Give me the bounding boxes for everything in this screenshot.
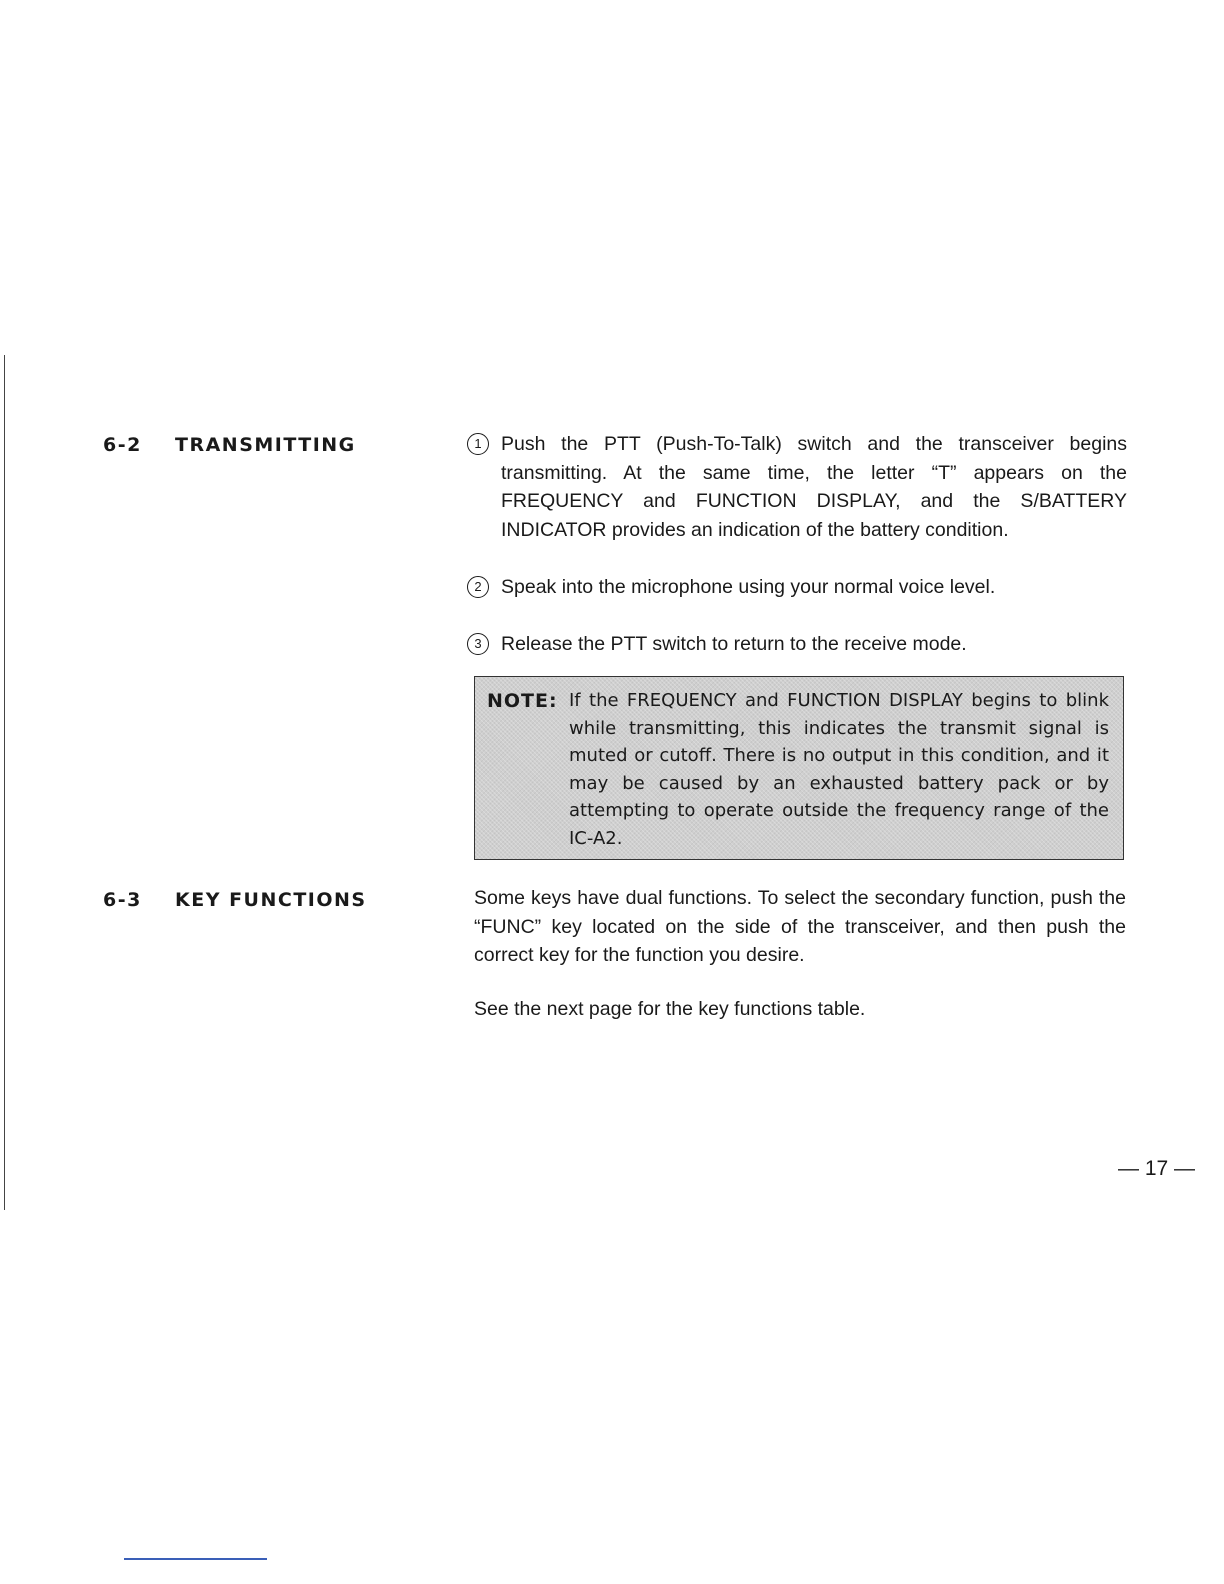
section-number: 6-3 xyxy=(103,889,142,911)
next-page-reference: See the next page for the key functions table. xyxy=(474,998,866,1020)
page-number: — 17 — xyxy=(1118,1157,1196,1180)
step-text: Release the PTT switch to return to the receive mode. xyxy=(501,633,967,655)
binding-edge-line xyxy=(4,355,5,1210)
step-text: Push the PTT (Push-To-Talk) switch and the transceiver begins transmitting. At the same time, the letter “T” appears on the FREQUENCY and FUNCTION DISPLAY, and the S/BATTERY INDICATOR provides an indication of the battery condition. xyxy=(501,433,1127,542)
section-title: KEY FUNCTIONS xyxy=(175,889,367,911)
note-text: If the FREQUENCY and FUNCTION DISPLAY begins to blink while transmitting, this indicates the transmit signal is muted or cutoff. There is no output in this condition, and it may be caused by an exhausted battery pack or by attempting to operate outside the frequency range of the IC-A2. xyxy=(569,690,1109,849)
key-functions-paragraph: Some keys have dual functions. To select the secondary function, push the “FUNC” key located on the side of the transceiver, and then push the correct key for the function you desire. xyxy=(474,887,1126,967)
circled-number-1: 1 xyxy=(467,433,489,455)
section-heading-transmitting xyxy=(103,434,356,456)
note-label: NOTE: xyxy=(487,690,558,712)
transmit-step-3 xyxy=(467,630,1127,659)
circled-number-2: 2 xyxy=(467,576,489,598)
section-number: 6-2 xyxy=(103,434,142,456)
note-box xyxy=(474,676,1124,860)
transmit-step-1 xyxy=(467,430,1127,545)
section-title: TRANSMITTING xyxy=(175,434,356,456)
section-heading-key-functions xyxy=(103,889,367,911)
footer-rule xyxy=(124,1558,267,1560)
circled-number-3: 3 xyxy=(467,633,489,655)
transmit-step-2 xyxy=(467,573,1127,602)
step-text: Speak into the microphone using your normal voice level. xyxy=(501,576,996,598)
